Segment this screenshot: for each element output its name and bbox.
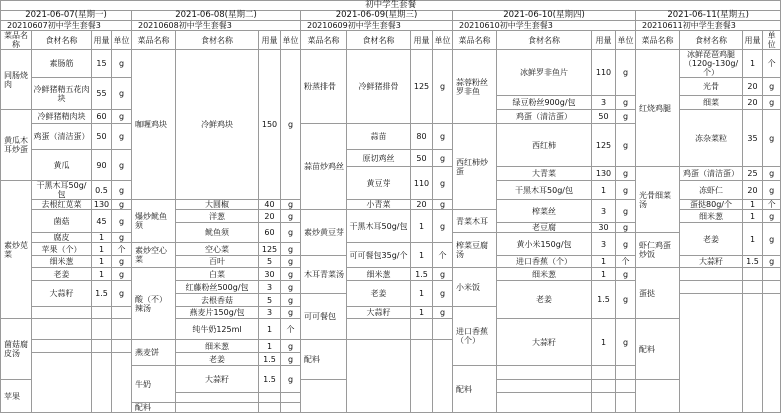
- empty-cell: [592, 393, 616, 413]
- ingredient-name: 大蒜籽: [176, 366, 259, 393]
- day-menu-name: 20210610初中学生套餐3: [453, 21, 636, 31]
- ingredient-unit: g: [433, 50, 453, 124]
- day-date: 2021-06-08(星期二): [132, 11, 301, 21]
- ingredient-name: 细米葱: [497, 268, 592, 281]
- ingredient-name: 冷鲜猪精五花肉块: [32, 78, 92, 110]
- dish-name: 蛋挞: [636, 268, 680, 319]
- header-qty: 用量: [259, 31, 281, 50]
- ingredient-unit: 个: [763, 50, 781, 78]
- ingredient-name: 大蒜籽: [32, 281, 92, 307]
- day-menu-name: 20210611初中学生套餐3: [636, 21, 781, 31]
- ingredient-name: 干黑木耳50g/包: [347, 210, 411, 243]
- ingredient-unit: g: [112, 124, 132, 150]
- ingredient-unit: g: [112, 181, 132, 200]
- dish-name: 菌菇腐皮汤: [1, 319, 32, 380]
- ingredient-qty: 60: [259, 223, 281, 243]
- ingredient-qty: 20: [259, 210, 281, 223]
- ingredient-unit: 个: [433, 243, 453, 268]
- ingredient-unit: 个: [763, 200, 781, 210]
- ingredient-name: 光骨: [680, 78, 743, 96]
- header-ingredient: 食材名称: [347, 31, 411, 50]
- ingredient-qty: 5: [259, 294, 281, 307]
- ingredient-unit: g: [281, 243, 301, 256]
- empty-cell: [32, 353, 92, 413]
- header-ingredient: 食材名称: [32, 31, 92, 50]
- dish-name: 红烧鸡腿: [636, 50, 680, 167]
- ingredient-unit: g: [616, 223, 636, 233]
- ingredient-unit: g: [433, 281, 453, 307]
- ingredient-name: 冷鲜鸡块: [176, 50, 259, 200]
- ingredient-name: 进口香蕉（个）: [497, 256, 592, 268]
- ingredient-name: 鱿鱼须: [176, 223, 259, 243]
- dish-name: 爆炒鱿鱼须: [132, 200, 176, 243]
- ingredient-qty: 50: [592, 110, 616, 124]
- ingredient-qty: 20: [743, 181, 763, 200]
- ingredient-unit: g: [763, 110, 781, 167]
- ingredient-qty: 90: [92, 150, 112, 181]
- empty-cell: [763, 294, 781, 413]
- ingredient-qty: 40: [259, 200, 281, 210]
- header-unit: 单位: [112, 31, 132, 50]
- ingredient-qty: 3: [259, 281, 281, 294]
- empty-cell: [112, 340, 132, 353]
- ingredient-name: 冷鲜猪排骨: [347, 50, 411, 124]
- day-menu-name: 20210608初中学生套餐3: [132, 21, 301, 31]
- ingredient-unit: g: [112, 281, 132, 307]
- empty-cell: [259, 403, 281, 413]
- ingredient-qty: 1: [592, 181, 616, 200]
- ingredient-qty: 130: [592, 167, 616, 181]
- day-date: 2021-06-11(星期五): [636, 11, 781, 21]
- ingredient-qty: 3: [592, 200, 616, 223]
- dish-name: 小米饭: [453, 268, 497, 307]
- ingredient-qty: 1: [92, 243, 112, 256]
- dish-name: 素炒黄豆芽: [301, 210, 347, 256]
- ingredient-name: 红藤粉丝500g/包: [176, 281, 259, 294]
- ingredient-name: 菌菇: [32, 210, 92, 233]
- empty-cell: [32, 340, 92, 353]
- ingredient-name: 腐皮: [32, 233, 92, 243]
- empty-cell: [433, 319, 453, 340]
- empty-cell: [497, 380, 592, 393]
- ingredient-name: 鸡蛋（清洁蛋）: [680, 167, 743, 181]
- dish-name: 西红柿炒蛋: [453, 124, 497, 210]
- header-unit: 单位: [281, 31, 301, 50]
- ingredient-name: 苹果（个）: [32, 243, 92, 256]
- empty-cell: [411, 340, 433, 413]
- dish-name: 榨菜豆腐汤: [453, 233, 497, 268]
- ingredient-qty: 1.5: [259, 353, 281, 366]
- header-dish: 菜品名称: [132, 31, 176, 50]
- dish-name: 燕麦饼: [132, 340, 176, 366]
- ingredient-name: 纯牛奶125ml: [176, 319, 259, 340]
- ingredient-unit: g: [763, 256, 781, 268]
- ingredient-unit: g: [616, 124, 636, 167]
- ingredient-qty: 30: [259, 268, 281, 281]
- empty-cell: [32, 307, 92, 319]
- ingredient-qty: 3: [259, 307, 281, 319]
- ingredient-unit: g: [281, 353, 301, 366]
- ingredient-name: 素肠筋: [32, 50, 92, 78]
- empty-cell: [281, 403, 301, 413]
- empty-cell: [636, 380, 680, 413]
- header-ingredient: 食材名称: [497, 31, 592, 50]
- ingredient-name: 细米葱: [32, 256, 92, 268]
- ingredient-name: 细菜: [680, 96, 743, 110]
- ingredient-unit: g: [616, 233, 636, 256]
- empty-cell: [32, 319, 92, 340]
- ingredient-name: 冰鲜罗非鱼片: [497, 50, 592, 96]
- empty-cell: [176, 393, 259, 403]
- ingredient-unit: g: [616, 281, 636, 319]
- dish-name: 光骨细菜汤: [636, 167, 680, 233]
- dish-name: 木耳青菜汤: [301, 256, 347, 294]
- empty-cell: [92, 340, 112, 353]
- ingredient-unit: g: [112, 268, 132, 281]
- ingredient-name: 老姜: [497, 281, 592, 319]
- empty-cell: [347, 319, 411, 340]
- ingredient-name: 黄豆芽: [347, 167, 411, 200]
- ingredient-name: 榨菜丝: [497, 200, 592, 223]
- day-menu-name: 20210609初中学生套餐3: [301, 21, 453, 31]
- dish-name: 咖喱鸡块: [132, 50, 176, 200]
- ingredient-qty: 110: [592, 50, 616, 96]
- dish-name: 粉蒸排骨: [301, 50, 347, 124]
- ingredient-unit: g: [616, 110, 636, 124]
- ingredient-name: 原切鸡丝: [347, 150, 411, 167]
- ingredient-qty: 110: [411, 167, 433, 200]
- header-unit: 单位: [433, 31, 453, 50]
- ingredient-unit: g: [763, 181, 781, 200]
- ingredient-qty: 45: [92, 210, 112, 233]
- ingredient-unit: g: [112, 110, 132, 124]
- empty-cell: [497, 366, 592, 380]
- ingredient-name: 空心菜: [176, 243, 259, 256]
- empty-cell: [176, 403, 259, 413]
- ingredient-name: 蒜苗: [347, 124, 411, 150]
- header-qty: 用量: [411, 31, 433, 50]
- ingredient-qty: 125: [411, 50, 433, 124]
- empty-cell: [680, 268, 743, 281]
- ingredient-name: 大蒜籽: [347, 307, 411, 319]
- empty-cell: [743, 281, 763, 294]
- dish-name: 虾仁鸡蛋炒饭: [636, 233, 680, 268]
- ingredient-name: 干黑木耳50g/包: [497, 181, 592, 200]
- dish-name: 青菜木耳: [453, 210, 497, 233]
- dish-name: 苹果: [1, 380, 32, 413]
- ingredient-name: 黄小米150g/包: [497, 233, 592, 256]
- empty-cell: [680, 281, 743, 294]
- ingredient-qty: 50: [411, 150, 433, 167]
- ingredient-name: 细米葱: [347, 268, 411, 281]
- ingredient-unit: g: [281, 366, 301, 393]
- ingredient-name: 细米葱: [176, 340, 259, 353]
- ingredient-qty: 1.5: [92, 281, 112, 307]
- ingredient-qty: 25: [743, 167, 763, 181]
- ingredient-unit: g: [281, 294, 301, 307]
- header-qty: 用量: [92, 31, 112, 50]
- header-qty: 用量: [743, 31, 763, 50]
- ingredient-qty: 150: [259, 50, 281, 200]
- ingredient-unit: g: [763, 210, 781, 223]
- ingredient-qty: 1: [259, 340, 281, 353]
- ingredient-name: 老姜: [32, 268, 92, 281]
- empty-cell: [411, 319, 433, 340]
- ingredient-name: 大圆椒: [176, 200, 259, 210]
- ingredient-unit: g: [112, 200, 132, 210]
- ingredient-qty: 1: [411, 210, 433, 243]
- ingredient-qty: 130: [92, 200, 112, 210]
- ingredient-name: 冻虾仁: [680, 181, 743, 200]
- ingredient-qty: 35: [743, 110, 763, 167]
- empty-cell: [592, 380, 616, 393]
- ingredient-qty: 55: [92, 78, 112, 110]
- ingredient-unit: g: [433, 307, 453, 319]
- ingredient-name: 冻杂菜粒: [680, 110, 743, 167]
- ingredient-name: 老姜: [347, 281, 411, 307]
- ingredient-qty: 3: [592, 233, 616, 256]
- ingredient-name: 燕麦片150g/包: [176, 307, 259, 319]
- ingredient-name: 冰鲜琵琶鸡腿（120g-130g/个）: [680, 50, 743, 78]
- header-dish: 菜品名称: [453, 31, 497, 50]
- ingredient-name: 大蒜籽: [680, 256, 743, 268]
- empty-cell: [592, 366, 616, 380]
- ingredient-unit: g: [112, 233, 132, 243]
- dish-name: 配料: [636, 319, 680, 380]
- ingredient-qty: 1.5: [259, 366, 281, 393]
- ingredient-unit: g: [433, 150, 453, 167]
- dish-name: 蒜蓉粉丝罗非鱼: [453, 50, 497, 124]
- ingredient-unit: g: [433, 268, 453, 281]
- header-ingredient: 食材名称: [680, 31, 743, 50]
- ingredient-unit: g: [616, 181, 636, 200]
- ingredient-name: 可可餐包35g/个: [347, 243, 411, 268]
- ingredient-name: 白菜: [176, 268, 259, 281]
- ingredient-name: 去根红苋菜: [32, 200, 92, 210]
- ingredient-qty: 1: [92, 268, 112, 281]
- ingredient-name: 老姜: [680, 223, 743, 256]
- empty-cell: [743, 268, 763, 281]
- ingredient-qty: 1: [259, 319, 281, 340]
- ingredient-unit: g: [763, 78, 781, 96]
- ingredient-name: 老姜: [176, 353, 259, 366]
- ingredient-unit: g: [281, 210, 301, 223]
- dish-name: 进口香蕉（个）: [453, 307, 497, 366]
- ingredient-qty: 1.5: [743, 256, 763, 268]
- dish-name: 配料: [301, 340, 347, 380]
- dish-name: 配料: [453, 366, 497, 413]
- ingredient-qty: 1: [743, 210, 763, 223]
- ingredient-qty: 1: [592, 319, 616, 366]
- ingredient-unit: g: [616, 319, 636, 366]
- ingredient-qty: 60: [92, 110, 112, 124]
- empty-cell: [259, 393, 281, 403]
- ingredient-unit: g: [616, 268, 636, 281]
- ingredient-qty: 1.5: [411, 268, 433, 281]
- ingredient-qty: 1: [743, 223, 763, 256]
- ingredient-name: 小青菜: [347, 200, 411, 210]
- empty-cell: [301, 380, 347, 413]
- dish-name: 同肠烧肉: [1, 50, 32, 110]
- ingredient-name: 西红柿: [497, 124, 592, 167]
- dish-name: 牛奶: [132, 366, 176, 403]
- ingredient-qty: 15: [92, 50, 112, 78]
- ingredient-unit: g: [433, 200, 453, 210]
- ingredient-name: 冷鲜猪精肉块: [32, 110, 92, 124]
- ingredient-qty: 5: [259, 256, 281, 268]
- ingredient-unit: g: [112, 78, 132, 110]
- ingredient-unit: 个: [616, 256, 636, 268]
- ingredient-qty: 20: [743, 78, 763, 96]
- ingredient-name: 绿豆粉丝900g/包: [497, 96, 592, 110]
- ingredient-name: 黄瓜: [32, 150, 92, 181]
- header-dish: 菜品名称: [636, 31, 680, 50]
- empty-cell: [281, 393, 301, 403]
- empty-cell: [112, 353, 132, 413]
- ingredient-unit: g: [281, 256, 301, 268]
- day-date: 2021-06-07(星期一): [1, 11, 132, 21]
- dish-name: 蒜苗炒鸡丝: [301, 124, 347, 210]
- dish-name: 可可餐包: [301, 294, 347, 340]
- empty-cell: [616, 393, 636, 413]
- empty-cell: [433, 340, 453, 413]
- header-dish: 菜品名称: [301, 31, 347, 50]
- sheet-title: 初中学生套餐: [1, 1, 781, 11]
- ingredient-qty: 1: [411, 281, 433, 307]
- ingredient-qty: 3: [592, 96, 616, 110]
- empty-cell: [763, 268, 781, 281]
- empty-cell: [92, 353, 112, 413]
- dish-name: 配料: [132, 403, 176, 413]
- empty-cell: [763, 281, 781, 294]
- ingredient-name: 大蒜籽: [497, 319, 592, 366]
- ingredient-unit: g: [112, 256, 132, 268]
- ingredient-unit: 个: [112, 243, 132, 256]
- ingredient-unit: g: [763, 96, 781, 110]
- ingredient-qty: 1: [92, 256, 112, 268]
- ingredient-unit: g: [433, 210, 453, 243]
- ingredient-qty: 1: [411, 307, 433, 319]
- header-unit: 单位: [616, 31, 636, 50]
- ingredient-unit: g: [763, 223, 781, 256]
- dish-name: 素炒苋菜: [1, 181, 32, 319]
- ingredient-unit: g: [112, 50, 132, 78]
- header-ingredient: 食材名称: [176, 31, 259, 50]
- ingredient-qty: 30: [592, 223, 616, 233]
- ingredient-unit: g: [281, 307, 301, 319]
- ingredient-qty: 1: [92, 233, 112, 243]
- empty-cell: [92, 307, 112, 319]
- ingredient-unit: g: [616, 96, 636, 110]
- ingredient-name: 干黑木耳50g/包: [32, 181, 92, 200]
- empty-cell: [743, 294, 763, 413]
- ingredient-unit: g: [433, 167, 453, 200]
- ingredient-unit: g: [281, 50, 301, 200]
- empty-cell: [112, 307, 132, 319]
- dish-name: 酸（不）辣汤: [132, 268, 176, 340]
- ingredient-qty: 1: [592, 256, 616, 268]
- ingredient-name: 去根香菇: [176, 294, 259, 307]
- ingredient-unit: g: [281, 340, 301, 353]
- empty-cell: [616, 366, 636, 380]
- ingredient-qty: 50: [92, 124, 112, 150]
- empty-cell: [497, 393, 592, 413]
- empty-cell: [347, 340, 411, 413]
- ingredient-qty: 1: [592, 268, 616, 281]
- ingredient-qty: 20: [743, 96, 763, 110]
- ingredient-qty: 125: [592, 124, 616, 167]
- ingredient-qty: 1: [743, 50, 763, 78]
- empty-cell: [92, 319, 112, 340]
- ingredient-unit: g: [763, 167, 781, 181]
- day-date: 2021-06-09(星期三): [301, 11, 453, 21]
- header-unit: 单位: [763, 31, 781, 50]
- ingredient-unit: g: [112, 150, 132, 181]
- ingredient-name: 大青菜: [497, 167, 592, 181]
- ingredient-name: 百叶: [176, 256, 259, 268]
- ingredient-unit: g: [433, 124, 453, 150]
- ingredient-name: 老豆腐: [497, 223, 592, 233]
- ingredient-unit: g: [281, 268, 301, 281]
- header-dish: 菜品名称: [1, 31, 32, 50]
- ingredient-unit: g: [281, 200, 301, 210]
- ingredient-name: 洋葱: [176, 210, 259, 223]
- ingredient-name: 鸡蛋（清洁蛋）: [497, 110, 592, 124]
- ingredient-unit: g: [281, 281, 301, 294]
- ingredient-unit: g: [112, 210, 132, 233]
- ingredient-qty: 1: [743, 200, 763, 210]
- ingredient-qty: 80: [411, 124, 433, 150]
- empty-cell: [680, 294, 743, 413]
- empty-cell: [616, 380, 636, 393]
- ingredient-qty: 0.5: [92, 181, 112, 200]
- dish-name: 黄瓜木耳炒蛋: [1, 110, 32, 181]
- ingredient-name: 蛋挞80g/个: [680, 200, 743, 210]
- day-menu-name: 20210607初中学生套餐3: [1, 21, 132, 31]
- empty-cell: [112, 319, 132, 340]
- ingredient-unit: 个: [281, 319, 301, 340]
- ingredient-qty: 20: [411, 200, 433, 210]
- day-date: 2021-06-10(星期四): [453, 11, 636, 21]
- ingredient-name: 细米葱: [680, 210, 743, 223]
- ingredient-unit: g: [616, 50, 636, 96]
- ingredient-unit: g: [281, 223, 301, 243]
- ingredient-unit: g: [616, 167, 636, 181]
- dish-name: 素炒空心菜: [132, 243, 176, 268]
- ingredient-name: 鸡蛋（清洁蛋）: [32, 124, 92, 150]
- ingredient-qty: 1.5: [592, 281, 616, 319]
- ingredient-qty: 1: [411, 243, 433, 268]
- ingredient-qty: 125: [259, 243, 281, 256]
- ingredient-unit: g: [616, 200, 636, 223]
- header-qty: 用量: [592, 31, 616, 50]
